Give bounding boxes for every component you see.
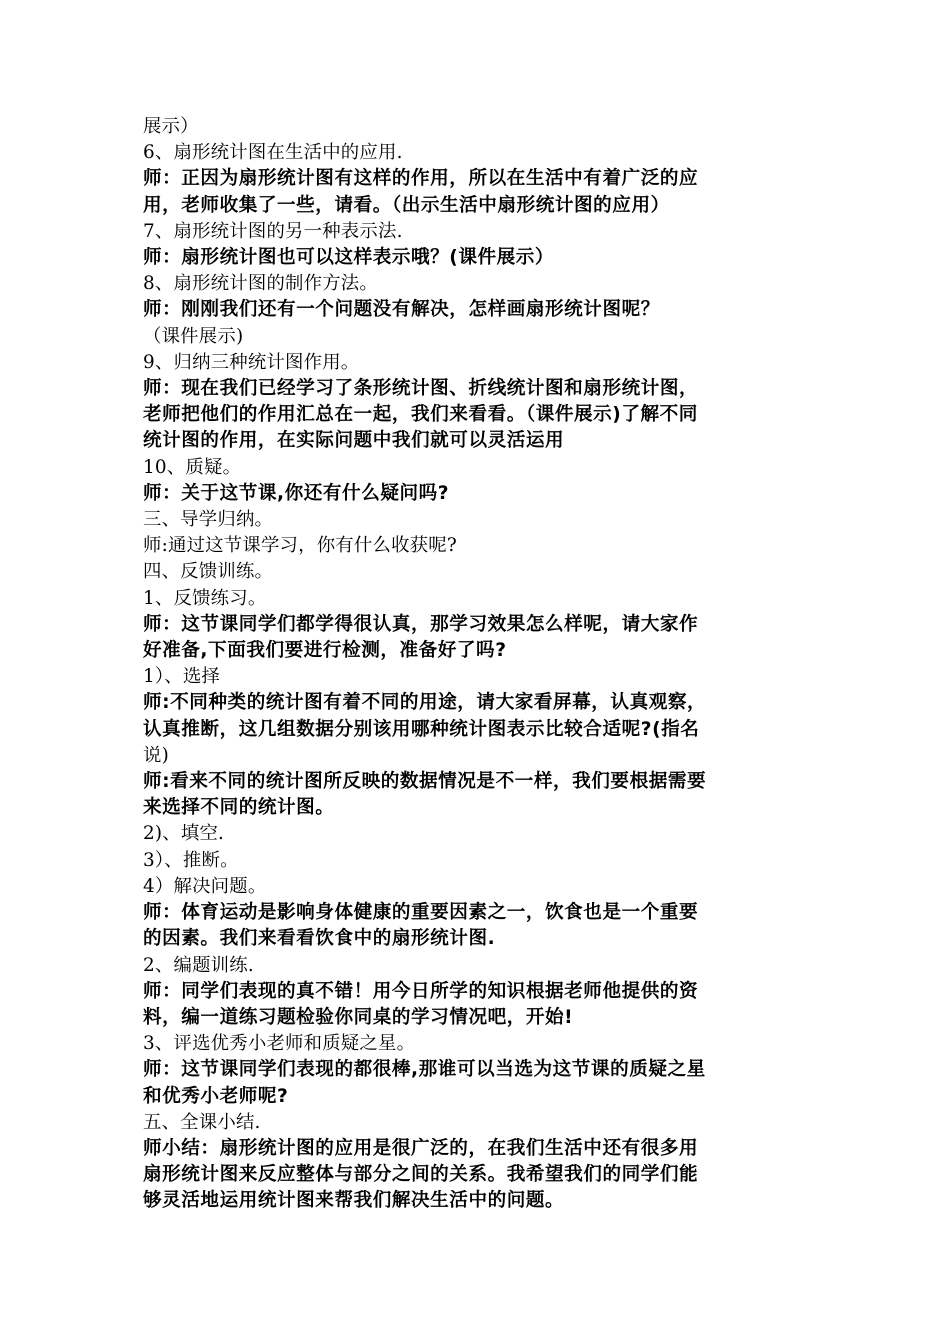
teacher-line: 师：正因为扇形统计图有这样的作用，所以在生活中有着广泛的应 [143, 168, 699, 190]
section-heading: 7、扇形统计图的另一种表示法. [143, 220, 403, 242]
section-heading: 1）、选择 [143, 666, 221, 688]
section-heading: 四、反馈训练。 [143, 561, 274, 583]
teacher-line: 师：现在我们已经学习了条形统计图、折线统计图和扇形统计图， [143, 378, 699, 400]
section-heading: 8、扇形统计图的制作方法。 [143, 273, 378, 295]
teacher-line: 师:不同种类的统计图有着不同的用途，请大家看屏幕，认真观察， [143, 692, 707, 714]
teacher-line: 够灵活地运用统计图来帮我们解决生活中的问题。 [143, 1190, 565, 1212]
teacher-line: 师小结：扇形统计图的应用是很广泛的，在我们生活中还有很多用 [143, 1137, 699, 1159]
text-line: 展示） [143, 116, 199, 137]
teacher-line: 的因素。我们来看看饮食中的扇形统计图. [143, 928, 496, 950]
teacher-line: 料，编一道练习题检验你同桌的学习情况吧，开始! [143, 1006, 574, 1028]
teacher-line: 认真推断，这几组数据分别该用哪种统计图表示比较合适呢?(指名 [143, 718, 700, 740]
teacher-line: 师：刚刚我们还有一个问题没有解决，怎样画扇形统计图呢？ [143, 299, 660, 321]
text-line: 说) [143, 744, 169, 766]
section-heading: 3）、推断。 [143, 849, 239, 871]
section-heading: 2)、填空. [143, 823, 225, 845]
teacher-line: 师：关于这节课,你还有什么疑问吗? [143, 482, 450, 504]
section-heading: 4）解决问题。 [143, 875, 267, 897]
teacher-line: 用，老师收集了一些，请看。（出示生活中扇形统计图的应用） [143, 194, 670, 216]
teacher-line: 师:看来不同的统计图所反映的数据情况是不一样，我们要根据需要 [143, 771, 707, 793]
section-heading: 1、反馈练习。 [143, 587, 267, 609]
teacher-line: 统计图的作用，在实际问题中我们就可以灵活运用 [143, 430, 565, 452]
section-heading: 三、导学归纳。 [143, 509, 274, 531]
section-heading: 9、归纳三种统计图作用。 [143, 351, 360, 373]
teacher-line: 扇形统计图来反应整体与部分之间的关系。我希望我们的同学们能 [143, 1164, 699, 1186]
teacher-line: 老师把他们的作用汇总在一起，我们来看看。（课件展示)了解不同 [143, 404, 698, 426]
section-heading: 2、编题训练. [143, 954, 254, 976]
section-heading: 五、全课小结. [143, 1111, 261, 1133]
teacher-line: 师：这节课同学们表现的都很棒,那谁可以当选为这节课的质疑之星 [143, 1059, 706, 1081]
section-heading: 6、扇形统计图在生活中的应用. [143, 142, 403, 164]
section-heading: 10、质疑。 [143, 456, 242, 478]
teacher-line: 师：这节课同学们都学得很认真，那学习效果怎么样呢，请大家作 [143, 613, 699, 635]
text-line: （课件展示) [143, 325, 244, 347]
teacher-line: 和优秀小老师呢? [143, 1085, 289, 1107]
section-heading: 3、评选优秀小老师和质疑之星。 [143, 1033, 416, 1055]
text-line: 师:通过这节课学习，你有什么收获呢? [143, 535, 457, 557]
teacher-line: 好准备,下面我们要进行检测，准备好了吗? [143, 640, 507, 662]
document-page [143, 114, 813, 1215]
teacher-line: 师：体育运动是影响身体健康的重要因素之一，饮食也是一个重要 [143, 902, 699, 924]
teacher-line: 师：同学们表现的真不错！用今日所学的知识根据老师他提供的资 [143, 980, 699, 1002]
teacher-line: 来选择不同的统计图。 [143, 797, 335, 819]
teacher-line: 师：扇形统计图也可以这样表示哦？(课件展示） [143, 247, 555, 269]
